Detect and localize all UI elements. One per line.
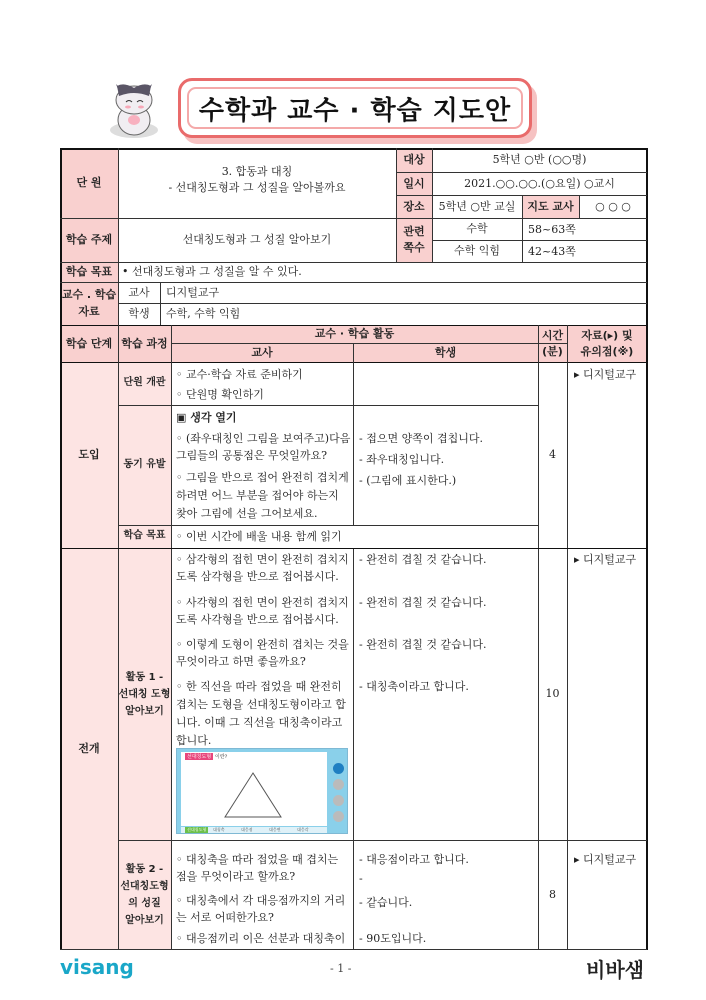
activity-header: 교수 · 학습 활동: [314, 327, 395, 341]
screen-tag: 선대칭도형: [187, 754, 212, 760]
activity2-note: ▸ 디지털교구: [574, 853, 637, 866]
activity2-label: 알아보기: [125, 915, 164, 926]
student-header: 학생: [434, 345, 457, 359]
overview-line: ◦ 단원명 확인하기: [176, 388, 264, 401]
place-label: 장소: [403, 199, 425, 213]
intro-stage: 도입: [78, 448, 100, 462]
activity2-teacher-line: ◦ 대칭축에서 각 대응점까지의 거리: [176, 894, 346, 907]
activity2-student-line: - 90도입니다.: [359, 932, 427, 945]
activity2-label: 의 성질: [128, 898, 161, 909]
vivasam-logo: 비바샘: [586, 958, 644, 982]
activity1-student-line: - 대칭축이라고 합니다.: [359, 680, 469, 693]
activity2-teacher-line: ◦ 대응점끼리 이은 선분과 대칭축이: [176, 932, 346, 945]
related-pages: 42~43쪽: [528, 245, 576, 258]
screen-tab[interactable]: 대응각: [297, 827, 309, 832]
develop-stage: 전개: [78, 742, 100, 756]
visang-logo: visang: [60, 955, 134, 979]
overview-line: ◦ 교수·학습 자료 준비하기: [176, 368, 303, 381]
material-what: 수학, 수학 익힘: [166, 307, 241, 320]
activity2-student-line: - 같습니다.: [359, 896, 413, 909]
activity2-student-line: - 대응점이라고 합니다.: [359, 853, 469, 866]
think-open-heading: ▣ 생각 열기: [176, 411, 237, 424]
activity1-teacher-line: ◦ 사각형의 접힌 면이 완전히 겹치지: [176, 596, 349, 609]
date-label: 일시: [403, 176, 425, 190]
unit-subtitle: - 선대칭도형과 그 성질을 알아볼까요: [168, 180, 346, 194]
activity1-student-line: - 완전히 겹칠 것 같습니다.: [359, 596, 487, 609]
note-header-2: 유의점(※): [580, 344, 634, 358]
activity2-label: 선대칭도형: [120, 881, 169, 892]
circle-tool-icon[interactable]: [333, 779, 344, 790]
intro-note: ▸ 디지털교구: [574, 368, 637, 381]
time-header-unit: (분): [542, 344, 563, 358]
activity1-student-line: - 완전히 겹칠 것 같습니다.: [359, 553, 487, 566]
activity1-student-line: - 완전히 겹칠 것 같습니다.: [359, 638, 487, 651]
overview-process: 단원 개관: [123, 377, 166, 389]
motivation-teacher-line: ◦ (좌우대칭인 그림을 보여주고)다음: [176, 432, 351, 445]
goal-reading-line: ◦ 이번 시간에 배울 내용 함께 읽기: [176, 530, 342, 543]
related-pages: 58~63쪽: [528, 223, 576, 236]
lesson-plan-table: [60, 148, 647, 950]
related-book: 수학 익힘: [453, 244, 500, 258]
process-header: 학습 과정: [121, 336, 168, 350]
unit-label: 단 원: [76, 176, 102, 190]
activity1-label: 활동 1 -: [125, 671, 164, 683]
activity2-teacher-line: ◦ 대칭축을 따라 접었을 때 겹치는: [176, 853, 339, 866]
motivation-student-line: - 좌우대칭입니다.: [359, 453, 445, 466]
other-tool-icon[interactable]: [333, 811, 344, 822]
screen-question: 이란?: [215, 754, 228, 760]
material-what: 디지털교구: [166, 286, 220, 299]
activity2-label: 활동 2 -: [125, 864, 164, 875]
screen-tab[interactable]: 선대칭도형: [187, 827, 207, 832]
motivation-teacher-line: 그림들의 공통점은 무엇일까요?: [176, 449, 328, 462]
screen-tab[interactable]: 대칭축: [213, 827, 225, 832]
teacher-value: ○ ○ ○: [595, 199, 631, 213]
activity1-teacher-line: 겹치는 도형을 선대칭도형이라고 합: [176, 698, 346, 711]
material-label: 교수 . 학습: [61, 288, 117, 301]
material-who: 교사: [128, 285, 150, 299]
activity2-teacher-line: 는 서로 어떠한가요?: [176, 911, 274, 924]
activity2-teacher-line: 점을 무엇이라고 할까요?: [176, 870, 296, 883]
time-header: 시간: [541, 329, 564, 343]
triangle-shape: [223, 771, 283, 819]
target-label: 대상: [403, 153, 425, 167]
triangle-tool-icon[interactable]: [333, 763, 344, 774]
page-number: - 1 -: [330, 962, 352, 975]
goal-value: • 선대칭도형과 그 성질을 알 수 있다.: [122, 265, 302, 278]
activity1-teacher-line: 도록 삼각형을 반으로 접어봅시다.: [176, 570, 339, 583]
title-box: [178, 78, 532, 138]
activity1-teacher-line: 합니다.: [176, 734, 212, 747]
motivation-teacher-line: ◦ 그림을 반으로 접어 완전히 겹치게: [176, 471, 349, 484]
activity1-label: 알아보기: [125, 705, 164, 717]
activity1-teacher-line: 무엇이라고 하면 좋을까요?: [176, 655, 306, 668]
goal-process: 학습 목표: [123, 530, 166, 542]
intro-time: 4: [549, 448, 556, 462]
stage-header: 학습 단계: [65, 336, 113, 350]
motivation-student-line: - (그림에 표시한다.): [359, 474, 457, 487]
activity1-teacher-line: ◦ 삼각형의 접힌 면이 완전히 겹치지: [176, 553, 349, 566]
topic-value: 선대칭도형과 그 성질 알아보기: [182, 233, 332, 247]
unit-title: 3. 합동과 대칭: [221, 165, 293, 178]
motivation-student-line: - 접으면 양쪽이 겹칩니다.: [359, 432, 483, 445]
activity1-teacher-line: 도록 사각형을 반으로 접어봅시다.: [176, 613, 339, 626]
motivation-teacher-line: 하려면 어느 부분을 접어야 하는지: [176, 489, 339, 502]
screen-tab[interactable]: 대응점: [241, 827, 253, 832]
activity2-time: 8: [549, 888, 556, 902]
page-title: 수학과 교수 · 학습 지도안: [187, 87, 523, 129]
target-value: 5학년 ○반 (○○명): [492, 153, 587, 167]
mascot-cat-icon: [104, 74, 164, 140]
activity2-student-line: -: [359, 872, 363, 885]
related-label-2: 쪽수: [403, 241, 425, 254]
activity1-teacher-line: ◦ 한 직선을 따라 접었을 때 완전히: [176, 680, 342, 693]
activity1-label: 선대칭 도형: [118, 688, 171, 700]
screen-tab[interactable]: 대응변: [269, 827, 281, 832]
digital-tool-screenshot: [176, 748, 348, 834]
date-value: 2021.○○.○○.(○요일) ○교시: [464, 176, 615, 190]
place-value: 5학년 ○반 교실: [438, 199, 516, 213]
material-who: 학생: [128, 307, 150, 321]
teacher-header: 교사: [251, 345, 273, 359]
activity1-teacher-line: 니다. 이때 그 직선을 대칭축이라고: [176, 716, 343, 729]
activity1-note: ▸ 디지털교구: [574, 553, 637, 566]
goal-label: 학습 목표: [65, 265, 113, 279]
motivation-teacher-line: 찾아 그림에 선을 그어보세요.: [176, 507, 318, 520]
topic-label: 학습 주제: [65, 233, 113, 247]
square-tool-icon[interactable]: [333, 795, 344, 806]
activity1-teacher-line: ◦ 이렇게 도형이 완전히 겹치는 것을: [176, 638, 349, 651]
related-book: 수학: [466, 222, 488, 236]
motivation-process: 동기 유발: [123, 458, 166, 470]
related-label: 관련: [403, 225, 425, 239]
material-label-2: 자료: [78, 304, 100, 318]
note-header: 자료(▸) 및: [581, 329, 633, 343]
teacher-label: 지도 교사: [527, 199, 574, 213]
activity1-time: 10: [545, 687, 560, 701]
